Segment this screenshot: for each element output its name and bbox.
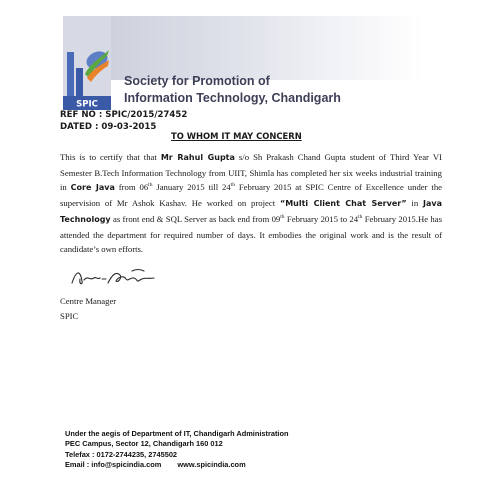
body-text: from 06 <box>114 182 149 193</box>
certificate-body <box>60 150 442 257</box>
body-text: as front end & SQL Server as back end from 09 <box>110 213 281 224</box>
organization-name <box>124 73 341 107</box>
footer-aegis: Under the aegis of Department of IT, Chandigarh Administration <box>65 429 289 438</box>
body-text: February 2015 to 24 <box>284 213 359 224</box>
subject-heading: TO WHOM IT MAY CONCERN <box>171 131 302 141</box>
reference-number: REF NO : SPIC/2015/27452 <box>60 110 188 120</box>
ordinal-suffix: th <box>230 182 235 189</box>
org-name-line-2: Information Technology, Chandigarh <box>124 91 341 105</box>
signatory-organization: SPIC <box>60 311 79 321</box>
footer-contact <box>65 460 289 470</box>
footer-website[interactable]: www.spicindia.com <box>177 459 246 469</box>
ordinal-suffix: th <box>148 182 153 189</box>
issue-date: DATED : 09-03-2015 <box>60 122 157 132</box>
body-text: February 2015 at SPIC Centre of Excellence under the supervision of Mr Ashok Kashav. He worked on project <box>60 182 443 209</box>
org-name-line-1: Society for Promotion of <box>124 74 270 88</box>
body-text: February 2015.He has attended the department for required number of days. It embodies the original work and is the result of candidate’s own efforts. <box>60 213 442 255</box>
spic-logo <box>63 16 111 110</box>
letterhead-banner <box>63 16 423 80</box>
body-text: in <box>406 198 423 209</box>
ordinal-suffix: th <box>358 213 363 220</box>
technology-name: Java Technology <box>60 199 442 224</box>
footer-address: PEC Campus, Sector 12, Chandigarh 160 012 <box>65 439 223 449</box>
footer-email[interactable]: Email : info@spicindia.com <box>65 459 162 469</box>
letterhead-footer <box>65 429 289 470</box>
project-name: “Multi Client Chat Server” <box>279 199 407 209</box>
handwritten-signature <box>70 265 170 291</box>
body-text: January 2015 till 24 <box>152 182 231 193</box>
logo-text: SPIC <box>76 99 98 110</box>
footer-telefax: Telefax : 0172-2744235, 2745502 <box>65 449 178 459</box>
body-text: s/o Sh Prakash Chand Gupta student of Third Year VI Semester B.Tech Information Technology from UIIT, Shimla has completed her six weeks industrial training in <box>60 152 442 193</box>
ordinal-suffix: th <box>280 213 285 220</box>
signatory-title: Centre Manager <box>60 296 117 306</box>
student-name: Mr Rahul Gupta <box>160 153 235 162</box>
body-text: This is to certify that that <box>60 152 161 162</box>
course-name: Core Java <box>70 183 115 193</box>
